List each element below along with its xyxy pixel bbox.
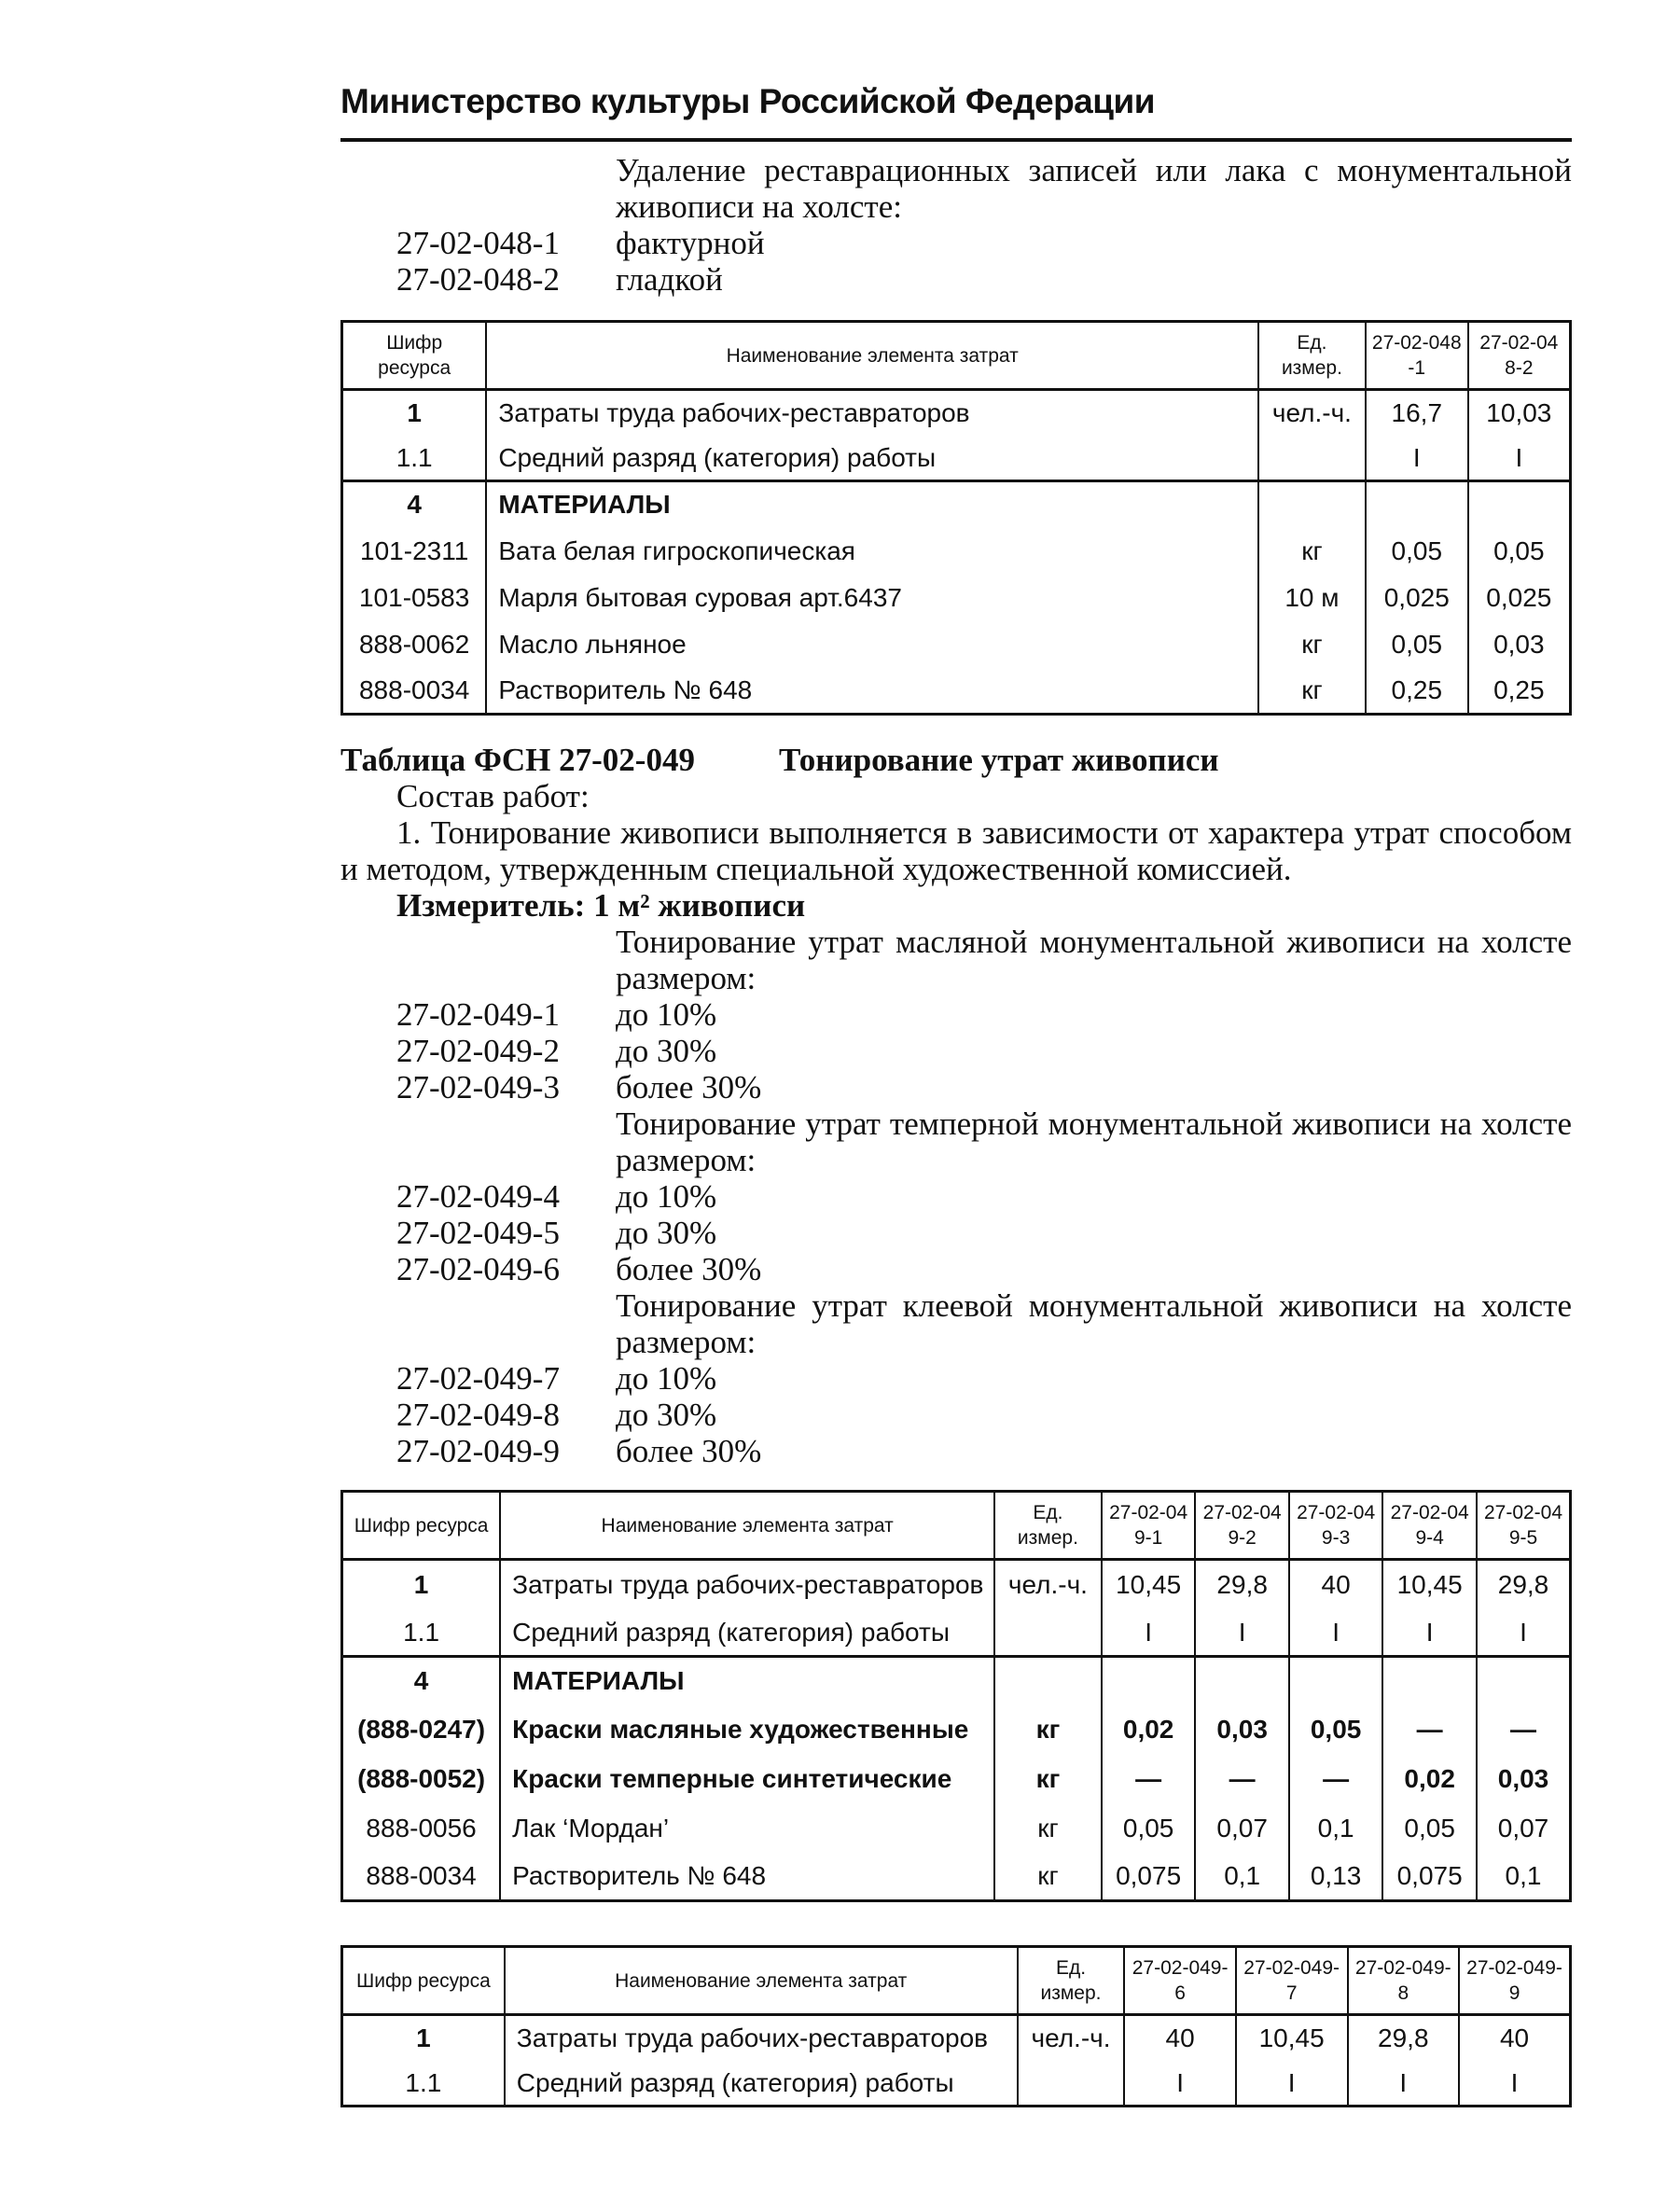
th-unit: Ед. измер. xyxy=(994,1492,1102,1560)
cell-value: 10,45 xyxy=(1102,1560,1196,1610)
cell-unit: кг xyxy=(994,1755,1102,1804)
cell-unit: чел.-ч. xyxy=(1018,2015,1125,2062)
label-049-6: более 30% xyxy=(616,1251,762,1287)
cell-name: Средний разряд (категория) работы xyxy=(505,2062,1018,2107)
cell-value xyxy=(1289,1657,1382,1705)
cell-value: 0,05 xyxy=(1289,1705,1382,1755)
cell-code: 1.1 xyxy=(342,1610,501,1657)
cell-code: 4 xyxy=(342,481,487,528)
cell-name: Масло льняное xyxy=(486,621,1258,668)
cell-unit xyxy=(994,1610,1102,1657)
section1-label-2: гладкой xyxy=(616,261,723,298)
cell-unit: кг xyxy=(1258,668,1366,715)
cell-name: Лак ‘Мордан’ xyxy=(500,1804,994,1853)
cell-value: 0,07 xyxy=(1477,1804,1571,1853)
cell-value: I xyxy=(1102,1610,1196,1657)
section1-code-1: 27-02-048-1 xyxy=(396,225,560,261)
cell-value: 0,05 xyxy=(1468,528,1571,575)
table-row xyxy=(342,1610,1571,1657)
th-col: 27-02-048-2 xyxy=(1468,322,1571,390)
cell-value: 0,25 xyxy=(1468,668,1571,715)
table-row xyxy=(342,1853,1571,1901)
table-row xyxy=(342,2062,1571,2107)
cell-code: 888-0056 xyxy=(342,1804,501,1853)
composition-heading: Состав работ: xyxy=(396,778,590,814)
cell-value: 0,05 xyxy=(1366,528,1468,575)
code-049-4: 27-02-049-4 xyxy=(396,1178,560,1215)
cell-code: 888-0034 xyxy=(342,668,487,715)
table-row xyxy=(342,528,1571,575)
cell-name: Затраты труда рабочих-реставраторов xyxy=(486,390,1258,437)
th-unit: Ед. измер. xyxy=(1018,1947,1125,2015)
code-049-8: 27-02-049-8 xyxy=(396,1397,560,1433)
cell-value: 0,025 xyxy=(1366,575,1468,621)
th-col: 27-02-049-4 xyxy=(1382,1492,1477,1560)
page-header: Министерство культуры Российской Федерации xyxy=(340,82,1155,120)
cell-value: I xyxy=(1459,2062,1570,2107)
cell-value: I xyxy=(1366,437,1468,481)
cell-value xyxy=(1102,1657,1196,1705)
cell-code: 101-0583 xyxy=(342,575,487,621)
section1-code-2: 27-02-048-2 xyxy=(396,261,560,298)
cell-unit xyxy=(1258,481,1366,528)
table-row xyxy=(342,668,1571,715)
cell-value: I xyxy=(1382,1610,1477,1657)
cell-value xyxy=(1366,481,1468,528)
label-049-4: до 10% xyxy=(616,1178,717,1215)
cell-unit: чел.-ч. xyxy=(994,1560,1102,1610)
table-header-row xyxy=(342,1492,1571,1560)
th-code: Шифр ресурса xyxy=(342,1947,505,2015)
code-049-3: 27-02-049-3 xyxy=(396,1069,560,1106)
th-code: Шифр ресурса xyxy=(342,1492,501,1560)
cell-unit: кг xyxy=(1258,528,1366,575)
cell-value: I xyxy=(1348,2062,1460,2107)
cell-value: 0,025 xyxy=(1468,575,1571,621)
cell-code: 888-0062 xyxy=(342,621,487,668)
cell-code: 1 xyxy=(342,1560,501,1610)
table-049-part1 xyxy=(340,1490,1572,1902)
table-label: Таблица ФСН 27-02-049 xyxy=(340,742,695,778)
table-row xyxy=(342,390,1571,437)
code-049-9: 27-02-049-9 xyxy=(396,1433,560,1469)
cell-code: 888-0034 xyxy=(342,1853,501,1901)
cell-value: — xyxy=(1289,1755,1382,1804)
table-row xyxy=(342,1560,1571,1610)
cell-code: 101-2311 xyxy=(342,528,487,575)
th-col: 27-02-049-9 xyxy=(1459,1947,1570,2015)
cell-name: Средний разряд (категория) работы xyxy=(486,437,1258,481)
cell-unit: кг xyxy=(1258,621,1366,668)
label-049-2: до 30% xyxy=(616,1033,717,1069)
cell-value: 0,07 xyxy=(1195,1804,1288,1853)
cell-name: Вата белая гигроскопическая xyxy=(486,528,1258,575)
cell-code: 1.1 xyxy=(342,2062,505,2107)
cell-name: МАТЕРИАЛЫ xyxy=(486,481,1258,528)
th-name: Наименование элемента затрат xyxy=(486,322,1258,390)
th-col: 27-02-049-1 xyxy=(1102,1492,1196,1560)
code-049-6: 27-02-049-6 xyxy=(396,1251,560,1287)
cell-value: 0,03 xyxy=(1468,621,1571,668)
table-row xyxy=(342,1705,1571,1755)
work-description: 1. Тонирование живописи выполняется в зависимости от характера утрат способом и методом, утвержденным специальной художественной комиссией. xyxy=(340,814,1572,887)
table-row xyxy=(342,575,1571,621)
cell-value: 0,03 xyxy=(1477,1755,1571,1804)
label-049-1: до 10% xyxy=(616,996,717,1033)
cell-value: 0,02 xyxy=(1382,1755,1477,1804)
code-049-1: 27-02-049-1 xyxy=(396,996,560,1033)
cell-value: 10,03 xyxy=(1468,390,1571,437)
table-header-row xyxy=(342,1947,1571,2015)
th-col: 27-02-049-3 xyxy=(1289,1492,1382,1560)
th-col: 27-02-049-2 xyxy=(1195,1492,1288,1560)
cell-value: I xyxy=(1195,1610,1288,1657)
cell-value xyxy=(1468,481,1571,528)
cell-value: 29,8 xyxy=(1477,1560,1571,1610)
table-row xyxy=(342,1804,1571,1853)
label-049-7: до 10% xyxy=(616,1360,717,1397)
table-header-row xyxy=(342,322,1571,390)
th-name: Наименование элемента затрат xyxy=(505,1947,1018,2015)
cell-value xyxy=(1477,1657,1571,1705)
cell-value: — xyxy=(1477,1705,1571,1755)
cell-unit: кг xyxy=(994,1853,1102,1901)
cell-value: 40 xyxy=(1289,1560,1382,1610)
cell-code: 1 xyxy=(342,2015,505,2062)
group-intro-oil: Тонирование утрат масляной монументальной живописи на холсте размером: xyxy=(616,924,1572,996)
cell-name: Затраты труда рабочих-реставраторов xyxy=(505,2015,1018,2062)
th-unit: Ед. измер. xyxy=(1258,322,1366,390)
table-row xyxy=(342,437,1571,481)
cell-unit xyxy=(994,1657,1102,1705)
cell-value: 29,8 xyxy=(1195,1560,1288,1610)
cell-value: 10,45 xyxy=(1382,1560,1477,1610)
cell-unit: кг xyxy=(994,1804,1102,1853)
cell-value: — xyxy=(1382,1705,1477,1755)
cell-value: — xyxy=(1195,1755,1288,1804)
th-col: 27-02-049-8 xyxy=(1348,1947,1460,2015)
cell-value: 29,8 xyxy=(1348,2015,1460,2062)
cell-value: I xyxy=(1289,1610,1382,1657)
cell-name: Краски масляные художественные xyxy=(500,1705,994,1755)
cell-value: I xyxy=(1236,2062,1348,2107)
cell-name: Затраты труда рабочих-реставраторов xyxy=(500,1560,994,1610)
table-title: Тонирование утрат живописи xyxy=(779,742,1219,778)
cell-code: (888-0052) xyxy=(342,1755,501,1804)
cell-unit xyxy=(1018,2062,1125,2107)
cell-value: 40 xyxy=(1124,2015,1235,2062)
cell-value: 10,45 xyxy=(1236,2015,1348,2062)
th-col: 27-02-049-7 xyxy=(1236,1947,1348,2015)
label-049-5: до 30% xyxy=(616,1215,717,1251)
group-intro-tempera: Тонирование утрат темперной монументальной живописи на холсте размером: xyxy=(616,1106,1572,1178)
group-intro-glue: Тонирование утрат клеевой монументальной живописи на холсте размером: xyxy=(616,1287,1572,1360)
cell-unit: чел.-ч. xyxy=(1258,390,1366,437)
cell-name: Растворитель № 648 xyxy=(486,668,1258,715)
table-row xyxy=(342,1755,1571,1804)
cell-value: 16,7 xyxy=(1366,390,1468,437)
th-col: 27-02-048-1 xyxy=(1366,322,1468,390)
cell-code: 4 xyxy=(342,1657,501,1705)
cell-value xyxy=(1382,1657,1477,1705)
cell-value: 0,25 xyxy=(1366,668,1468,715)
cell-name: Марля бытовая суровая арт.6437 xyxy=(486,575,1258,621)
cell-value: 0,075 xyxy=(1102,1853,1196,1901)
cell-value: — xyxy=(1102,1755,1196,1804)
code-049-7: 27-02-049-7 xyxy=(396,1360,560,1397)
cell-code: 1.1 xyxy=(342,437,487,481)
cell-value: 0,1 xyxy=(1289,1804,1382,1853)
cell-name: Средний разряд (категория) работы xyxy=(500,1610,994,1657)
cell-value: 0,02 xyxy=(1102,1705,1196,1755)
cell-value: 0,1 xyxy=(1477,1853,1571,1901)
cell-unit: кг xyxy=(994,1705,1102,1755)
cell-value: I xyxy=(1477,1610,1571,1657)
th-code: Шифр ресурса xyxy=(342,322,487,390)
code-049-5: 27-02-049-5 xyxy=(396,1215,560,1251)
table-row xyxy=(342,481,1571,528)
cell-code: (888-0247) xyxy=(342,1705,501,1755)
cell-value: 0,075 xyxy=(1382,1853,1477,1901)
table-048 xyxy=(340,320,1572,716)
table-row xyxy=(342,621,1571,668)
label-049-8: до 30% xyxy=(616,1397,717,1433)
cell-value: 0,03 xyxy=(1195,1705,1288,1755)
table-049-part2 xyxy=(340,1945,1572,2107)
table-row xyxy=(342,2015,1571,2062)
cell-name: МАТЕРИАЛЫ xyxy=(500,1657,994,1705)
cell-value: I xyxy=(1468,437,1571,481)
cell-value: I xyxy=(1124,2062,1235,2107)
label-049-3: более 30% xyxy=(616,1069,762,1106)
cell-name: Растворитель № 648 xyxy=(500,1853,994,1901)
cell-value xyxy=(1195,1657,1288,1705)
cell-value: 0,13 xyxy=(1289,1853,1382,1901)
cell-value: 0,05 xyxy=(1382,1804,1477,1853)
section1-intro: Удаление реставрационных записей или лака с монументальной живописи на холсте: xyxy=(616,152,1572,225)
section1-label-1: фактурной xyxy=(616,225,765,261)
cell-value: 0,05 xyxy=(1102,1804,1196,1853)
header-rule xyxy=(340,138,1572,142)
cell-value: 40 xyxy=(1459,2015,1570,2062)
code-049-2: 27-02-049-2 xyxy=(396,1033,560,1069)
cell-unit xyxy=(1258,437,1366,481)
cell-name: Краски темперные синтетические xyxy=(500,1755,994,1804)
th-col: 27-02-049-6 xyxy=(1124,1947,1235,2015)
label-049-9: более 30% xyxy=(616,1433,762,1469)
cell-unit: 10 м xyxy=(1258,575,1366,621)
table-row xyxy=(342,1657,1571,1705)
cell-value: 0,1 xyxy=(1195,1853,1288,1901)
th-col: 27-02-049-5 xyxy=(1477,1492,1571,1560)
cell-code: 1 xyxy=(342,390,487,437)
measure: Измеритель: 1 м² живописи xyxy=(396,887,806,924)
th-name: Наименование элемента затрат xyxy=(500,1492,994,1560)
cell-value: 0,05 xyxy=(1366,621,1468,668)
